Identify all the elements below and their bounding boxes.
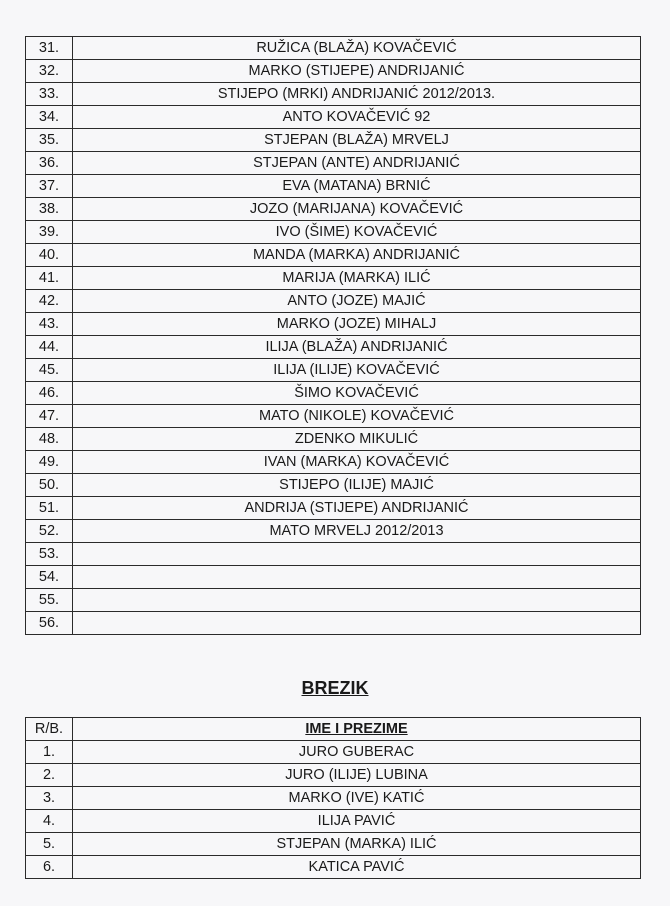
row-name: EVA (MATANA) BRNIĆ: [73, 175, 641, 198]
row-name: ILIJA (BLAŽA) ANDRIJANIĆ: [73, 336, 641, 359]
row-name: ILIJA (ILIJE) KOVAČEVIĆ: [73, 359, 641, 382]
table-row: [26, 382, 641, 405]
row-number: 1.: [26, 741, 73, 764]
row-number: 2.: [26, 764, 73, 787]
row-number: 49.: [26, 451, 73, 474]
row-number: 5.: [26, 833, 73, 856]
row-name: RUŽICA (BLAŽA) KOVAČEVIĆ: [73, 37, 641, 60]
row-name: ILIJA PAVIĆ: [73, 810, 641, 833]
row-number: 53.: [26, 543, 73, 566]
row-name: KATICA PAVIĆ: [73, 856, 641, 879]
row-number: 55.: [26, 589, 73, 612]
row-name: MARKO (IVE) KATIĆ: [73, 787, 641, 810]
row-name: MARKO (STIJEPE) ANDRIJANIĆ: [73, 60, 641, 83]
row-number: 6.: [26, 856, 73, 879]
table-header-row: [26, 718, 641, 741]
table-row: [26, 37, 641, 60]
row-name: MARKO (JOZE) MIHALJ: [73, 313, 641, 336]
row-number: 56.: [26, 612, 73, 635]
row-number: 34.: [26, 106, 73, 129]
table-row: [26, 152, 641, 175]
row-number: 40.: [26, 244, 73, 267]
row-number: 41.: [26, 267, 73, 290]
table-row: [26, 60, 641, 83]
row-number: 32.: [26, 60, 73, 83]
row-name: JURO (ILIJE) LUBINA: [73, 764, 641, 787]
table-row: [26, 566, 641, 589]
row-name: [73, 566, 641, 589]
table-row: [26, 543, 641, 566]
table-row: [26, 497, 641, 520]
row-number: 42.: [26, 290, 73, 313]
name-list-body: [26, 37, 641, 635]
row-name: MATO (NIKOLE) KOVAČEVIĆ: [73, 405, 641, 428]
row-number: 52.: [26, 520, 73, 543]
table-row: [26, 612, 641, 635]
row-number: 39.: [26, 221, 73, 244]
row-name: STIJEPO (MRKI) ANDRIJANIĆ 2012/2013.: [73, 83, 641, 106]
table-row: [26, 451, 641, 474]
row-number: 31.: [26, 37, 73, 60]
row-name: ŠIMO KOVAČEVIĆ: [73, 382, 641, 405]
row-name: STJEPAN (MARKA) ILIĆ: [73, 833, 641, 856]
row-name: MANDA (MARKA) ANDRIJANIĆ: [73, 244, 641, 267]
row-name: IVO (ŠIME) KOVAČEVIĆ: [73, 221, 641, 244]
row-number: 35.: [26, 129, 73, 152]
table-row: [26, 83, 641, 106]
row-name: [73, 543, 641, 566]
row-name: ANTO KOVAČEVIĆ 92: [73, 106, 641, 129]
section-title: BREZIK: [301, 678, 369, 698]
row-name: MATO MRVELJ 2012/2013: [73, 520, 641, 543]
row-name: IVAN (MARKA) KOVAČEVIĆ: [73, 451, 641, 474]
row-number: 36.: [26, 152, 73, 175]
brezik-table: [25, 717, 641, 879]
row-number: 48.: [26, 428, 73, 451]
table-row: [26, 106, 641, 129]
table-row: [26, 474, 641, 497]
row-number: 54.: [26, 566, 73, 589]
table-row: [26, 221, 641, 244]
row-name: ANDRIJA (STIJEPE) ANDRIJANIĆ: [73, 497, 641, 520]
table-row: [26, 833, 641, 856]
row-number: 44.: [26, 336, 73, 359]
table-row: [26, 129, 641, 152]
row-number: 43.: [26, 313, 73, 336]
table-row: [26, 175, 641, 198]
table-row: [26, 787, 641, 810]
table-row: [26, 290, 641, 313]
row-number: 3.: [26, 787, 73, 810]
row-number: 46.: [26, 382, 73, 405]
row-name: STJEPAN (ANTE) ANDRIJANIĆ: [73, 152, 641, 175]
row-name: [73, 589, 641, 612]
table-row: [26, 589, 641, 612]
row-number: 38.: [26, 198, 73, 221]
row-number: 47.: [26, 405, 73, 428]
table-row: [26, 764, 641, 787]
row-number: 37.: [26, 175, 73, 198]
row-name: ANTO (JOZE) MAJIĆ: [73, 290, 641, 313]
row-name: MARIJA (MARKA) ILIĆ: [73, 267, 641, 290]
table-row: [26, 405, 641, 428]
row-number: 50.: [26, 474, 73, 497]
row-name: STIJEPO (ILIJE) MAJIĆ: [73, 474, 641, 497]
name-list-table: [25, 36, 641, 635]
header-number: R/B.: [26, 718, 73, 741]
row-name: [73, 612, 641, 635]
table-row: [26, 198, 641, 221]
table-row: [26, 313, 641, 336]
table-row: [26, 359, 641, 382]
row-number: 45.: [26, 359, 73, 382]
table-row: [26, 520, 641, 543]
row-number: 33.: [26, 83, 73, 106]
table-row: [26, 267, 641, 290]
brezik-table-body: [26, 718, 641, 879]
table-row: [26, 428, 641, 451]
table-row: [26, 244, 641, 267]
row-number: 4.: [26, 810, 73, 833]
row-name: STJEPAN (BLAŽA) MRVELJ: [73, 129, 641, 152]
table-row: [26, 810, 641, 833]
row-name: JOZO (MARIJANA) KOVAČEVIĆ: [73, 198, 641, 221]
row-name: JURO GUBERAC: [73, 741, 641, 764]
header-name: IME I PREZIME: [73, 718, 641, 741]
row-name: ZDENKO MIKULIĆ: [73, 428, 641, 451]
table-row: [26, 336, 641, 359]
row-number: 51.: [26, 497, 73, 520]
table-row: [26, 856, 641, 879]
table-row: [26, 741, 641, 764]
